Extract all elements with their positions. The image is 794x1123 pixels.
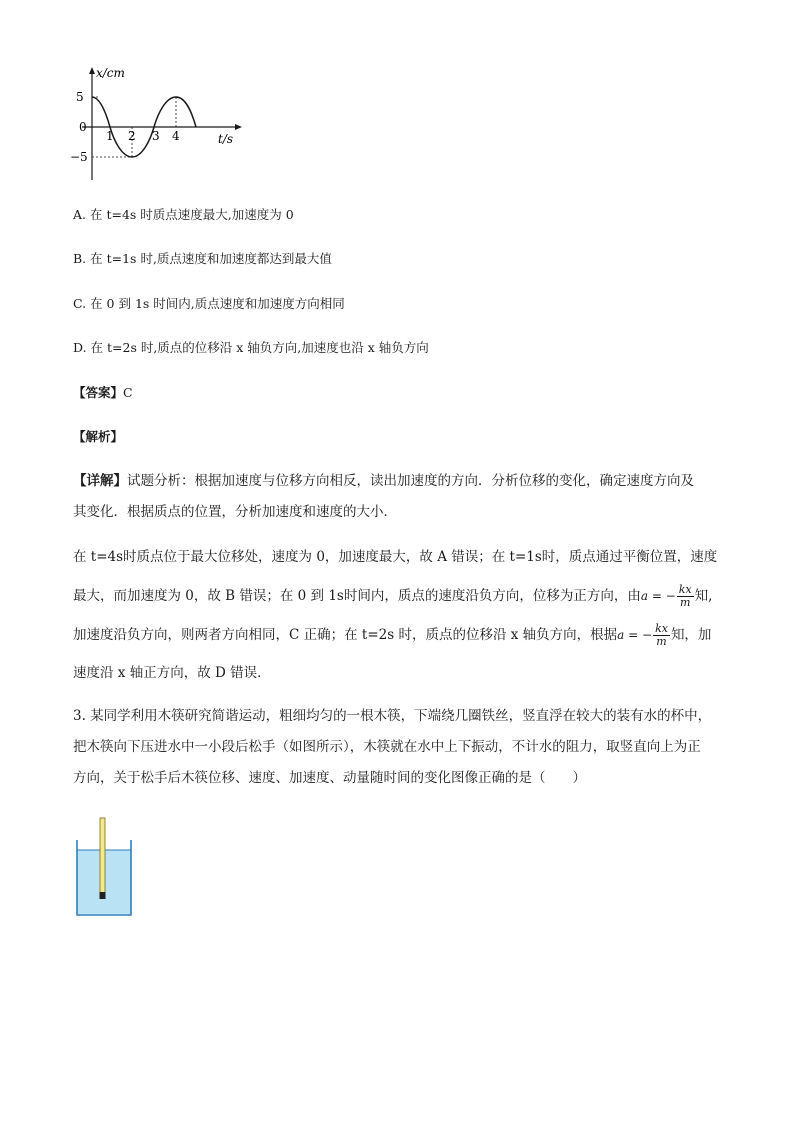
detail-tag: 【详解】	[73, 473, 127, 489]
detail-line-5	[73, 617, 711, 653]
question-3-line-3: 方向，关于松手后木筷位移、速度、加速度、动量随时间的变化图像正确的是（ ）	[73, 770, 586, 786]
fraction-1-den: m	[680, 595, 691, 609]
detail-line-5a: 加速度沿负方向，则两者方向相同，C 正确；在 t=2s 时，质点的位移沿 x 轴负方向，根据	[73, 627, 618, 643]
detail-line-1	[73, 472, 694, 490]
y-axis-arrow	[89, 67, 95, 74]
detail-text-1: 试题分析：根据加速度与位移方向相反，读出加速度的方向．分析位移的变化，确定速度方向及	[127, 473, 694, 489]
fraction-2-num: kx	[655, 621, 668, 635]
x-tick-4: 4	[172, 129, 180, 143]
beaker-svg	[74, 814, 136, 918]
y-axis-label: x/cm	[96, 66, 125, 80]
detail-line-5b: 知，加	[670, 627, 712, 643]
y-tick-neg5: −5	[70, 150, 88, 164]
iron-wire	[100, 892, 106, 899]
xt-graph	[70, 64, 245, 184]
detail-line-4b: 知,	[694, 588, 713, 604]
option-a: A. 在 t=4s 时质点速度最大,加速度为 0	[73, 207, 294, 222]
detail-line-4a: 最大，而加速度为 0，故 B 错误；在 0 到 1s时间内，质点的速度沿负方向，位移为正方向，由	[73, 588, 641, 604]
answer-row	[73, 384, 133, 402]
detail-line-6: 速度沿 x 轴正方向，故 D 错误．	[73, 665, 271, 681]
fraction-2	[653, 623, 670, 648]
y-tick-0: 0	[79, 120, 87, 134]
x-tick-1: 1	[106, 129, 114, 143]
y-tick-5: 5	[76, 90, 84, 104]
x-tick-2: 2	[128, 129, 136, 143]
fraction-1	[677, 584, 694, 609]
option-c: C. 在 0 到 1s 时间内,质点速度和加速度方向相同	[73, 296, 345, 311]
fraction-1-num: kx	[678, 582, 692, 596]
answer-tag: 【答案】	[73, 385, 124, 400]
equation-1-lhs: a = −	[640, 589, 676, 603]
detail-line-2: 其变化．根据质点的位置，分析加速度和速度的大小．	[73, 504, 397, 520]
xt-graph-svg	[70, 64, 245, 184]
detail-line-3: 在 t=4s时质点位于最大位移处，速度为 0，加速度最大，故 A 错误；在 t=1s时，质点通过平衡位置，速度	[73, 549, 718, 565]
x-tick-3: 3	[152, 129, 160, 143]
fraction-2-den: m	[656, 634, 667, 648]
equation-2-lhs: a = −	[617, 628, 653, 642]
analysis-tag: 【解析】	[73, 429, 124, 444]
option-b: B. 在 t=1s 时,质点速度和加速度都达到最大值	[73, 251, 332, 266]
detail-line-4	[73, 578, 712, 614]
question-3-line-1: 3. 某同学利用木筷研究简谐运动，粗细均匀的一根木筷，下端绕几圈铁丝，竖直浮在较大的装有水的杯中，	[73, 708, 712, 724]
beaker-figure	[74, 814, 136, 918]
answer-value: C	[123, 385, 133, 400]
chopstick	[100, 818, 105, 896]
x-axis-label: t/s	[218, 132, 234, 146]
question-3-line-2: 把木筷向下压进水中一小段后松手（如图所示），木筷就在水中上下振动，不计水的阻力，取竖直向上为正	[73, 739, 701, 755]
option-d: D. 在 t=2s 时,质点的位移沿 x 轴负方向,加速度也沿 x 轴负方向	[73, 340, 429, 355]
x-axis-arrow	[235, 124, 242, 130]
